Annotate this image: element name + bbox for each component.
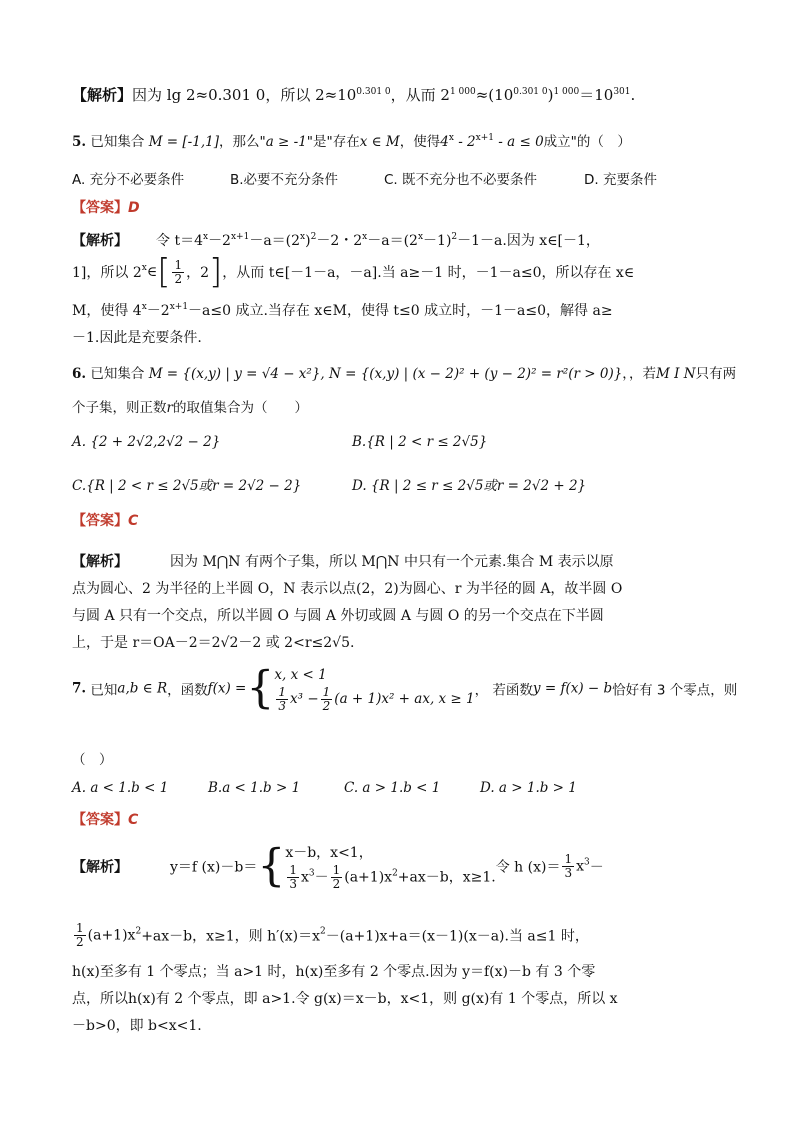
denominator: 3 (289, 877, 297, 891)
analysis-text: －a＝(2 (367, 233, 418, 249)
exponent: 2 (392, 868, 398, 879)
analysis-text: 1]，所以 2 (72, 265, 142, 281)
analysis-text: 因为 M⋂N 有两个子集，所以 M⋂N 中只有一个元素.集合 M 表示以原 (170, 554, 614, 570)
denominator: 2 (174, 271, 183, 286)
exponent: 2 (135, 926, 142, 937)
q7-stem-line2: （ ） (72, 752, 113, 768)
stem-math: r (166, 400, 173, 416)
q5-option-a: A. 充分不必要条件 (72, 172, 185, 188)
stem-text: 恰好有 3 个零点，则 (612, 682, 738, 699)
exponent: 0.301 0 (356, 87, 391, 97)
analysis-text: ) (305, 233, 311, 249)
exponent: x (362, 232, 368, 242)
q7-analysis-line4: 点，所以h(x)有 2 个零点，即 a>1.令 g(x)＝x－b，x<1，则 g(x)有 1 个零点，所以 x (72, 991, 618, 1007)
exponent: x (141, 263, 147, 273)
q5-option-c: C. 既不充分也不必要条件 (384, 172, 538, 188)
numerator: 1 (174, 257, 183, 272)
q6-stem (72, 362, 736, 382)
answer-label: 【答案】 (72, 513, 128, 529)
stem-text: ，使得 (399, 134, 441, 150)
stem-math: f(x) = (207, 680, 247, 697)
exponent: 3 (308, 868, 315, 879)
q6-analysis-line3: 与圆 A 只有一个交点，所以半圆 O 与圆 A 外切或圆 A 与圆 O 的另一个交点在下半圆 (72, 608, 604, 624)
analysis-text: M，使得 4 (72, 303, 142, 319)
q5-stem (72, 130, 631, 150)
stem-text: ，，若 (622, 366, 657, 382)
analysis-text: －2・2 (316, 233, 363, 249)
q7-answer (72, 809, 138, 829)
case-text: +ax－b，x≥1. (397, 869, 496, 886)
numerator: 1 (332, 863, 341, 877)
left-brace: { (246, 662, 275, 714)
exponent: 2 (451, 232, 458, 242)
q6-analysis-line4: 上，于是 r＝OA－2＝2√2－2 或 2<r≤2√5. (72, 635, 355, 651)
denominator: 2 (322, 699, 331, 713)
answer-value: C (128, 513, 139, 529)
piecewise-cases (285, 842, 495, 891)
exponent: 3 (584, 857, 590, 868)
answer-label: 【答案】 (72, 200, 128, 216)
stem-text: 成立"的（ ） (543, 134, 631, 150)
stem-math: 4 (440, 134, 449, 150)
fraction (276, 686, 288, 713)
q5-option-d: D. 充要条件 (584, 172, 657, 188)
analysis-text: －1) (423, 233, 452, 249)
numerator: 1 (289, 863, 297, 877)
stem-math: a ≥ -1 (265, 134, 307, 150)
q7-analysis-line2 (72, 922, 589, 958)
exponent: x (448, 133, 454, 143)
numerator: 1 (278, 685, 287, 699)
denominator: 2 (76, 935, 84, 949)
exponent: x (300, 232, 306, 242)
analysis-text: －a≤0 成立.当存在 x∈M，使得 t≤0 成立时，－1－a≤0，解得 a≥ (188, 303, 613, 319)
analysis-text: －2 (208, 233, 231, 249)
stem-math: y = f(x) − b (532, 680, 613, 697)
stem-text: ， (474, 682, 489, 699)
q6-option-a: A. {2 + 2√2,2√2 − 2} (72, 434, 221, 450)
analysis-text: ) (547, 86, 554, 104)
stem-text: 已知 (90, 682, 118, 699)
case-text: (a + 1)x² + ax, x ≥ 1 (334, 691, 475, 707)
exponent: 2 (310, 232, 317, 242)
exponent: 2 (320, 926, 326, 937)
q7-stem (72, 664, 737, 724)
exponent: x (417, 232, 424, 242)
fraction (331, 864, 343, 891)
top-analysis-line (72, 84, 635, 105)
denominator: 2 (332, 877, 341, 891)
analysis-label: 【解析】 (72, 859, 128, 876)
analysis-text: ∈ (146, 264, 158, 280)
stem-math: M = [-1,1] (148, 134, 219, 150)
q7-option-d: D. a > 1.b > 1 (480, 780, 577, 796)
q7-analysis-line5: －b>0，即 b<x<1. (72, 1018, 202, 1034)
stem-math: x ∈ M (359, 134, 400, 150)
analysis-text: x (576, 858, 585, 875)
q7-option-c: C. a > 1.b < 1 (344, 780, 441, 796)
case-text: (a+1)x (344, 869, 393, 886)
piecewise-cases (274, 664, 474, 713)
right-bracket: ] (209, 252, 223, 292)
analysis-text: － (589, 859, 604, 876)
q5-analysis-line1 (72, 230, 600, 250)
stem-math: a,b ∈ R (117, 680, 168, 697)
q6-option-b: B.{R | 2 < r ≤ 2√5} (352, 434, 488, 450)
stem-math: M I N (656, 366, 696, 382)
exponent: x (141, 302, 147, 312)
analysis-text: +ax－b，x≥1，则 h′(x)＝x (141, 928, 321, 945)
exponent: x+1 (230, 232, 250, 242)
analysis-text: －1－a.因为 x∈[－1， (457, 233, 600, 249)
analysis-text: ，从而 2 (390, 86, 450, 104)
analysis-text: 令 t＝4 (156, 233, 203, 249)
analysis-text: 令 h (x)＝ (495, 859, 561, 876)
stem-math: - a ≤ 0 (493, 134, 544, 150)
numerator: 1 (76, 921, 84, 935)
analysis-text: y＝f (x)－b＝ (170, 859, 258, 876)
stem-math: M = {(x,y) | y = √4 − x²}, N = {(x,y) | (x − 2)² + (y − 2)² = r²(r > 0)} (148, 366, 623, 382)
analysis-label: 【解析】 (72, 233, 128, 249)
q6-answer (72, 510, 138, 530)
analysis-text: . (630, 86, 636, 104)
q6-analysis-line2: 点为圆心、2 为半径的上半圆 O，N 表示以点(2，2)为圆心、r 为半径的圆 A，故半圆 O (72, 581, 623, 597)
stem-text: ，函数 (167, 682, 208, 699)
fraction (172, 259, 184, 286)
left-bracket: [ (157, 252, 171, 292)
stem-text: 的取值集合为（ ） (172, 400, 308, 416)
stem-math: - 2 (453, 134, 476, 150)
fraction (287, 864, 299, 891)
exponent: 1 000 (553, 87, 580, 97)
analysis-text: 因为 lg 2≈0.301 0，所以 2≈10 (132, 86, 357, 104)
q6-option-d: D. {R | 2 ≤ r ≤ 2√5或r = 2√2 + 2} (352, 478, 587, 494)
case-2 (285, 864, 495, 891)
fraction (74, 922, 86, 949)
answer-label: 【答案】 (72, 812, 128, 828)
case-1: x－b，x<1， (285, 845, 373, 861)
numerator: 1 (564, 852, 573, 866)
stem-text: 已知集合 (90, 134, 145, 150)
denominator: 3 (278, 699, 287, 713)
fraction (321, 686, 333, 713)
q5-option-b: B.必要不充分条件 (230, 172, 339, 188)
answer-value: C (128, 812, 139, 828)
analysis-text: ，从而 t∈[－1－a，－a].当 a≥－1 时，－1－a≤0，所以存在 x∈ (222, 265, 635, 281)
fraction (562, 853, 574, 880)
exponent: x (202, 232, 209, 242)
denominator: 3 (564, 866, 573, 880)
stem-text: ，那么" (218, 134, 266, 150)
case-2 (274, 686, 474, 713)
exponent: 301 (613, 87, 631, 97)
q5-analysis-line4: －1.因此是充要条件. (72, 330, 202, 346)
case-text: x³ − (290, 691, 319, 707)
exponent: 1 000 (449, 87, 476, 97)
question-number: 6. (72, 366, 87, 382)
stem-text: 只有两 (695, 366, 737, 382)
case-text: － (314, 869, 329, 886)
analysis-text: －2 (146, 303, 170, 319)
numerator: 1 (322, 685, 331, 699)
q5-analysis-line2 (72, 252, 635, 297)
analysis-label: 【解析】 (72, 86, 133, 104)
left-brace: { (257, 840, 286, 892)
exponent: x+1 (475, 133, 494, 143)
analysis-text: (a+1)x (87, 927, 136, 944)
analysis-text: －a＝(2 (249, 233, 301, 249)
analysis-text: ＝10 (579, 86, 614, 104)
q6-option-c: C.{R | 2 < r ≤ 2√5或r = 2√2 − 2} (72, 478, 302, 494)
answer-value: D (128, 200, 140, 216)
exponent: x+1 (169, 302, 189, 312)
q7-option-a: A. a < 1.b < 1 (72, 780, 169, 796)
q6-stem-line2 (72, 396, 308, 416)
analysis-text: ，2 (186, 265, 210, 281)
q6-analysis-line1 (72, 551, 614, 571)
q7-analysis-eq (72, 842, 604, 904)
case-1: x, x < 1 (274, 667, 327, 683)
stem-text: 已知集合 (90, 366, 145, 382)
q5-answer (72, 197, 140, 217)
stem-text: 个子集，则正数 (72, 400, 167, 416)
q7-option-b: B.a < 1.b > 1 (208, 780, 301, 796)
analysis-text: －(a+1)x+a＝(x－1)(x－a).当 a≤1 时， (325, 928, 589, 945)
question-number: 5. (72, 134, 87, 150)
q7-analysis-line3: h(x)至多有 1 个零点；当 a>1 时，h(x)至多有 2 个零点.因为 y＝f(x)－b 有 3 个零 (72, 964, 596, 980)
exponent: 0.301 0 (513, 87, 548, 97)
question-number: 7. (72, 680, 87, 697)
analysis-label: 【解析】 (72, 554, 128, 570)
stem-text: "是"存在 (306, 134, 360, 150)
stem-text: 若函数 (492, 682, 533, 699)
case-text: x (300, 869, 309, 886)
q5-analysis-line3 (72, 300, 613, 320)
analysis-text: ≈(10 (475, 86, 514, 104)
